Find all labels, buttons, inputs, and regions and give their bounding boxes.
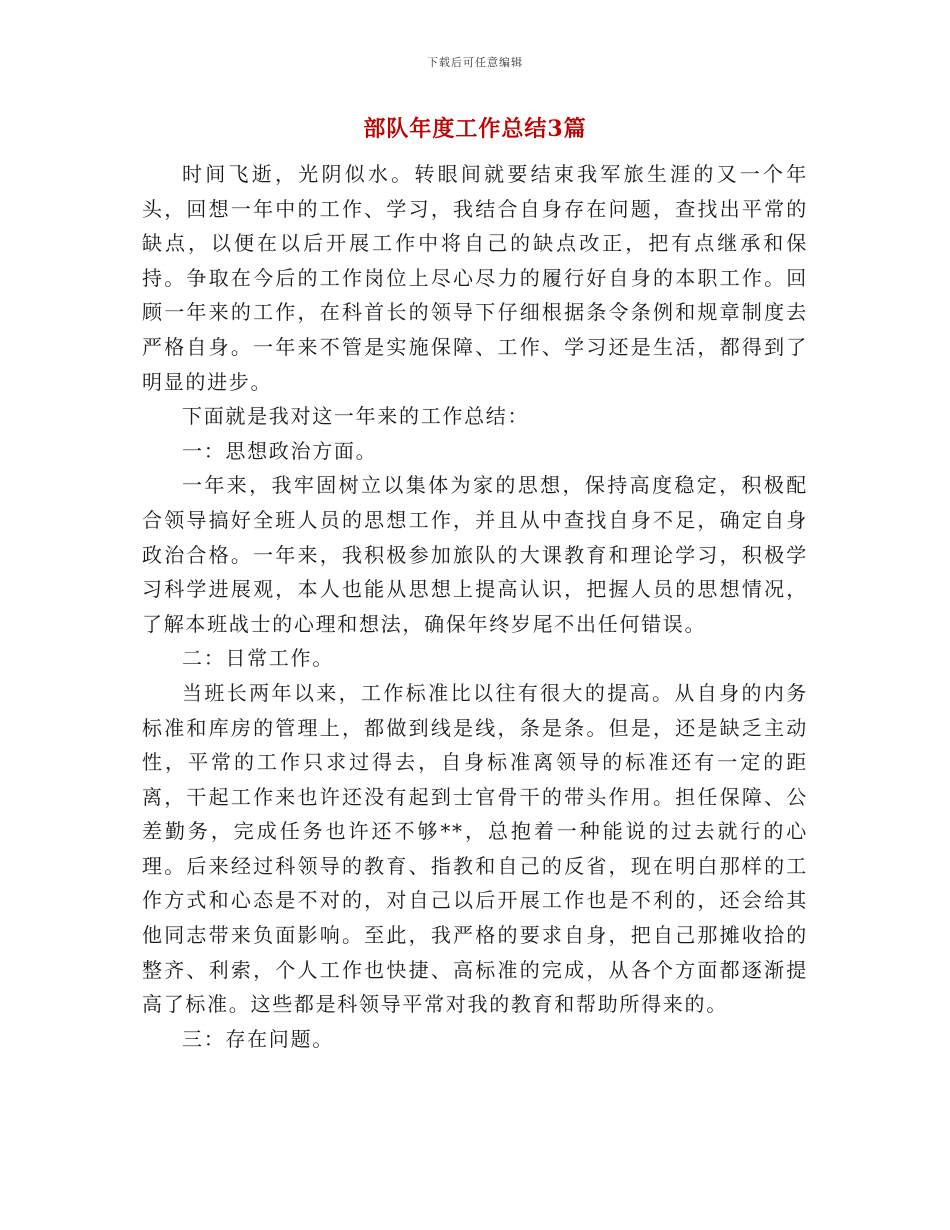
document-body xyxy=(142,157,808,1056)
paragraph-political: 一年来，我牢固树立以集体为家的思想，保持高度稳定，积极配合领导搞好全班人员的思想工作，并且从中查找自身不足，确定自身政治合格。一年来，我积极参加旅队的大课教育和理论学习，积极学习科学进展观，本人也能从思想上提高认识，把握人员的思想情况，了解本班战士的心理和想法，确保年终岁尾不出任何错误。 xyxy=(142,473,808,636)
section-heading-daily-work: 二：日常工作。 xyxy=(182,646,334,671)
header-note: 下载后可任意编辑 xyxy=(427,56,523,69)
document-title: 部队年度工作总结3篇 xyxy=(363,116,587,142)
paragraph-intro: 时间飞逝，光阴似水。转眼间就要结束我军旅生涯的又一个年头，回想一年中的工作、学习，我结合自身存在问题，查找出平常的缺点，以便在以后开展工作中将自己的缺点改正，把有点继承和保持。争取在今后的工作岗位上尽心尽力的履行好自身的本职工作。回顾一年来的工作，在科首长的领导下仔细根据条令条例和规章制度去严格自身。一年来不管是实施保障、工作、学习还是生活，都得到了明显的进步。 xyxy=(142,162,808,394)
paragraph-summary-lead: 下面就是我对这一年来的工作总结： xyxy=(182,404,530,429)
section-heading-political: 一：思想政治方面。 xyxy=(182,438,378,463)
section-heading-problems: 三：存在问题。 xyxy=(182,1026,334,1051)
paragraph-daily-work: 当班长两年以来，工作标准比以往有很大的提高。从自身的内务标准和库房的管理上，都做到线是线，条是条。但是，还是缺乏主动性，平常的工作只求过得去，自身标准离领导的标准还有一定的距离，干起工作来也许还没有起到士官骨干的带头作用。担任保障、公差勤务，完成任务也许还不够**，总抱着一种能说的过去就行的心理。后来经过科领导的教育、指教和自己的反省，现在明白那样的工作方式和心态是不对的，对自己以后开展工作也是不利的，还会给其他同志带来负面影响。至此，我严格的要求自身，把自己那摊收拾的整齐、利索，个人工作也快捷、高标准的完成，从各个方面都逐渐提高了标准。这些都是科领导平常对我的教育和帮助所得来的。 xyxy=(142,680,808,1017)
